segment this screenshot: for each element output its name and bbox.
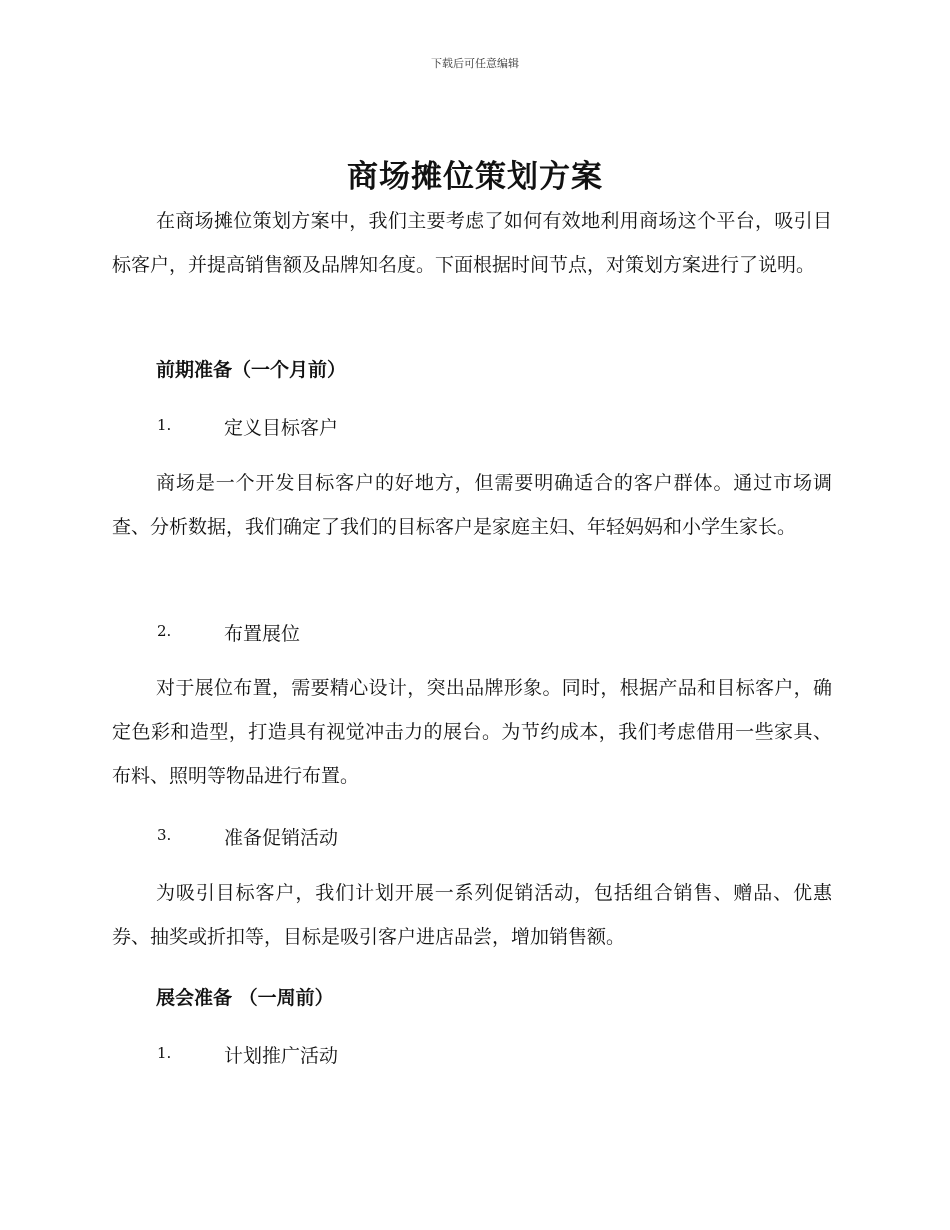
document-title: 商场摊位策划方案 bbox=[347, 159, 603, 195]
list-item-label: 计划推广活动 bbox=[224, 1045, 339, 1067]
list-item-label: 准备促销活动 bbox=[224, 827, 339, 849]
list-item-label: 定义目标客户 bbox=[224, 417, 339, 439]
list-number: 1. bbox=[157, 416, 172, 434]
list-item-label: 布置展位 bbox=[224, 623, 301, 645]
intro-paragraph bbox=[112, 199, 832, 287]
list-number: 3. bbox=[157, 826, 172, 844]
page-header-note: 下载后可任意编辑 bbox=[431, 57, 519, 70]
target-customer-paragraph bbox=[112, 461, 832, 549]
list-number: 1. bbox=[157, 1044, 172, 1062]
list-number: 2. bbox=[157, 622, 172, 640]
promotion-paragraph bbox=[112, 871, 832, 959]
paragraph-text: 商场是一个开发目标客户的好地方，但需要明确适合的客户群体。通过市场调查、分析数据，我们确定了我们的目标客户是家庭主妇、年轻妈妈和小学生家长。 bbox=[112, 472, 832, 538]
section-heading-preparation: 前期准备（一个月前） bbox=[156, 359, 347, 381]
booth-layout-paragraph bbox=[112, 666, 832, 798]
intro-text: 在商场摊位策划方案中，我们主要考虑了如何有效地利用商场这个平台，吸引目标客户，并提高销售额及品牌知名度。下面根据时间节点，对策划方案进行了说明。 bbox=[112, 210, 832, 276]
paragraph-text: 为吸引目标客户，我们计划开展一系列促销活动，包括组合销售、赠品、优惠券、抽奖或折扣等，目标是吸引客户进店品尝，增加销售额。 bbox=[112, 882, 832, 948]
section-heading-exhibition: 展会准备 （一周前） bbox=[156, 987, 334, 1009]
paragraph-text: 对于展位布置，需要精心设计，突出品牌形象。同时，根据产品和目标客户，确定色彩和造型，打造具有视觉冲击力的展台。为节约成本，我们考虑借用一些家具、布料、照明等物品进行布置。 bbox=[112, 677, 832, 787]
